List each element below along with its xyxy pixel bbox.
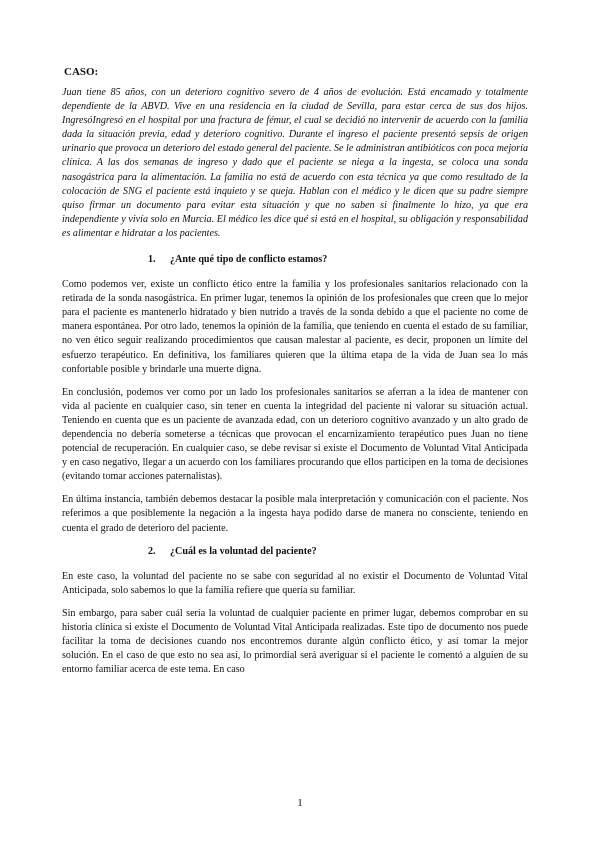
question-2-number: 2. <box>148 545 156 557</box>
case-title: CASO: <box>64 66 99 78</box>
section-2-paragraph: En este caso, la voluntad del paciente no se sabe con seguridad al no existir el Documento de Voluntad Vital Anticipada, solo sabemos lo que la familia refiere que quería su familiar. <box>62 570 528 596</box>
question-2-text: ¿Cuál es la voluntad del paciente? <box>170 545 317 557</box>
section-1-paragraph: Como podemos ver, existe un conflicto ético entre la familia y los profesionales sanitarios relacionado con la retirada de la sonda nasogástrica. En primer lugar, tenemos la opinión de los profesionales que creen que lo mejor para el paciente es mantenerlo hidratado y bien nutrido a través de la sonda debido a que el paciente no come de manera espontánea. Por otro lado, tenemos la opinión de la familia, que teniendo en cuenta el estado de su familiar, no ven ético seguir realizando procedimientos que causan malestar al paciente, es decir, proponen un límite del esfuerzo terapéutico. En definitiva, los familiares quieren que la última etapa de la vida de Juan sea lo más confortable posible y brindarle una muerte digna. <box>62 279 528 375</box>
section-1-paragraph: En última instancia, también debemos destacar la posible mala interpretación y comunicación con el paciente. Nos referimos a que posiblemente la negación a la ingesta haya podido darse de manera no consciente, teniendo en cuenta el grado de deterioro del paciente. <box>62 494 528 534</box>
question-1-text: ¿Ante qué tipo de conflicto estamos? <box>170 254 328 266</box>
page-number: 1 <box>297 797 303 809</box>
case-description: Juan tiene 85 años, con un deterioro cognitivo severo de 4 años de evolución. Está encamado y totalmente dependiente de la ABVD. Vive en una residencia en la ciudad de Sevilla, para estar cerca de sus dos hijos. IngresóIngresó en el hospital por una fractura de fémur, el cual se decidió no intervenir de acuerdo con la familia dada la situación previa, edad y deterioro cognitivo. Durante el ingreso el paciente presentó sepsis de origen urinario que provoca un deterioro del estado general del paciente. Se le administran antibióticos con poca mejoría clínica. A las dos semanas de ingreso y dado que el paciente se niega a la ingesta, se coloca una sonda nasogástrica para la alimentación. La familia no está de acuerdo con esta técnica ya que como resultado de la colocación de SNG el paciente está inquieto y se queja. Hablan con el médico y le dicen que su padre siempre quiso firmar un documento para evitar esta situación y que no saben si finalmente lo hizo, ya que era independiente y vivía solo en Murcia. El médico les dice qué si está en el hospital, su obligación y responsabilidad es alimentar e hidratar a los pacientes. <box>62 87 529 239</box>
document-page <box>62 66 528 686</box>
question-2-heading <box>62 545 528 559</box>
question-1-heading <box>62 253 528 267</box>
section-1-paragraph: En conclusión, podemos ver como por un lado los profesionales sanitarios se aferran a la idea de mantener con vida al paciente en cualquier caso, sin tener en cuenta la integridad del paciente ni valorar su situación actual. Teniendo en cuenta que es un paciente de avanzada edad, con un deterioro cognitivo avanzado y un alto grado de dependencia no debería someterse a técnicas que provocan el encarnizamiento terapéutico pues Juan no tiene potencial de recuperación. En cualquier caso, se debe revisar si existe el Documento de Voluntad Vital Anticipada y en caso negativo, llegar a un acuerdo con los familiares procurando que ellos participen en la toma de decisiones (evitando tomar acciones paternalistas). <box>62 386 528 483</box>
question-1-number: 1. <box>148 254 156 266</box>
section-2-paragraph: Sin embargo, para saber cuál sería la voluntad de cualquier paciente en primer lugar, debemos comprobar en su historia clínica si existe el Documento de Voluntad Vital Anticipada realizadas. Este tipo de documento nos puede facilitar la toma de decisiones cuando nos encontremos durante algún conflicto ético, y así tomar la mejor solución. En el caso de que esto no sea así, lo primordial será averiguar si el paciente le comentó a alguien de su entorno familiar acerca de este tema. En caso <box>62 607 528 676</box>
